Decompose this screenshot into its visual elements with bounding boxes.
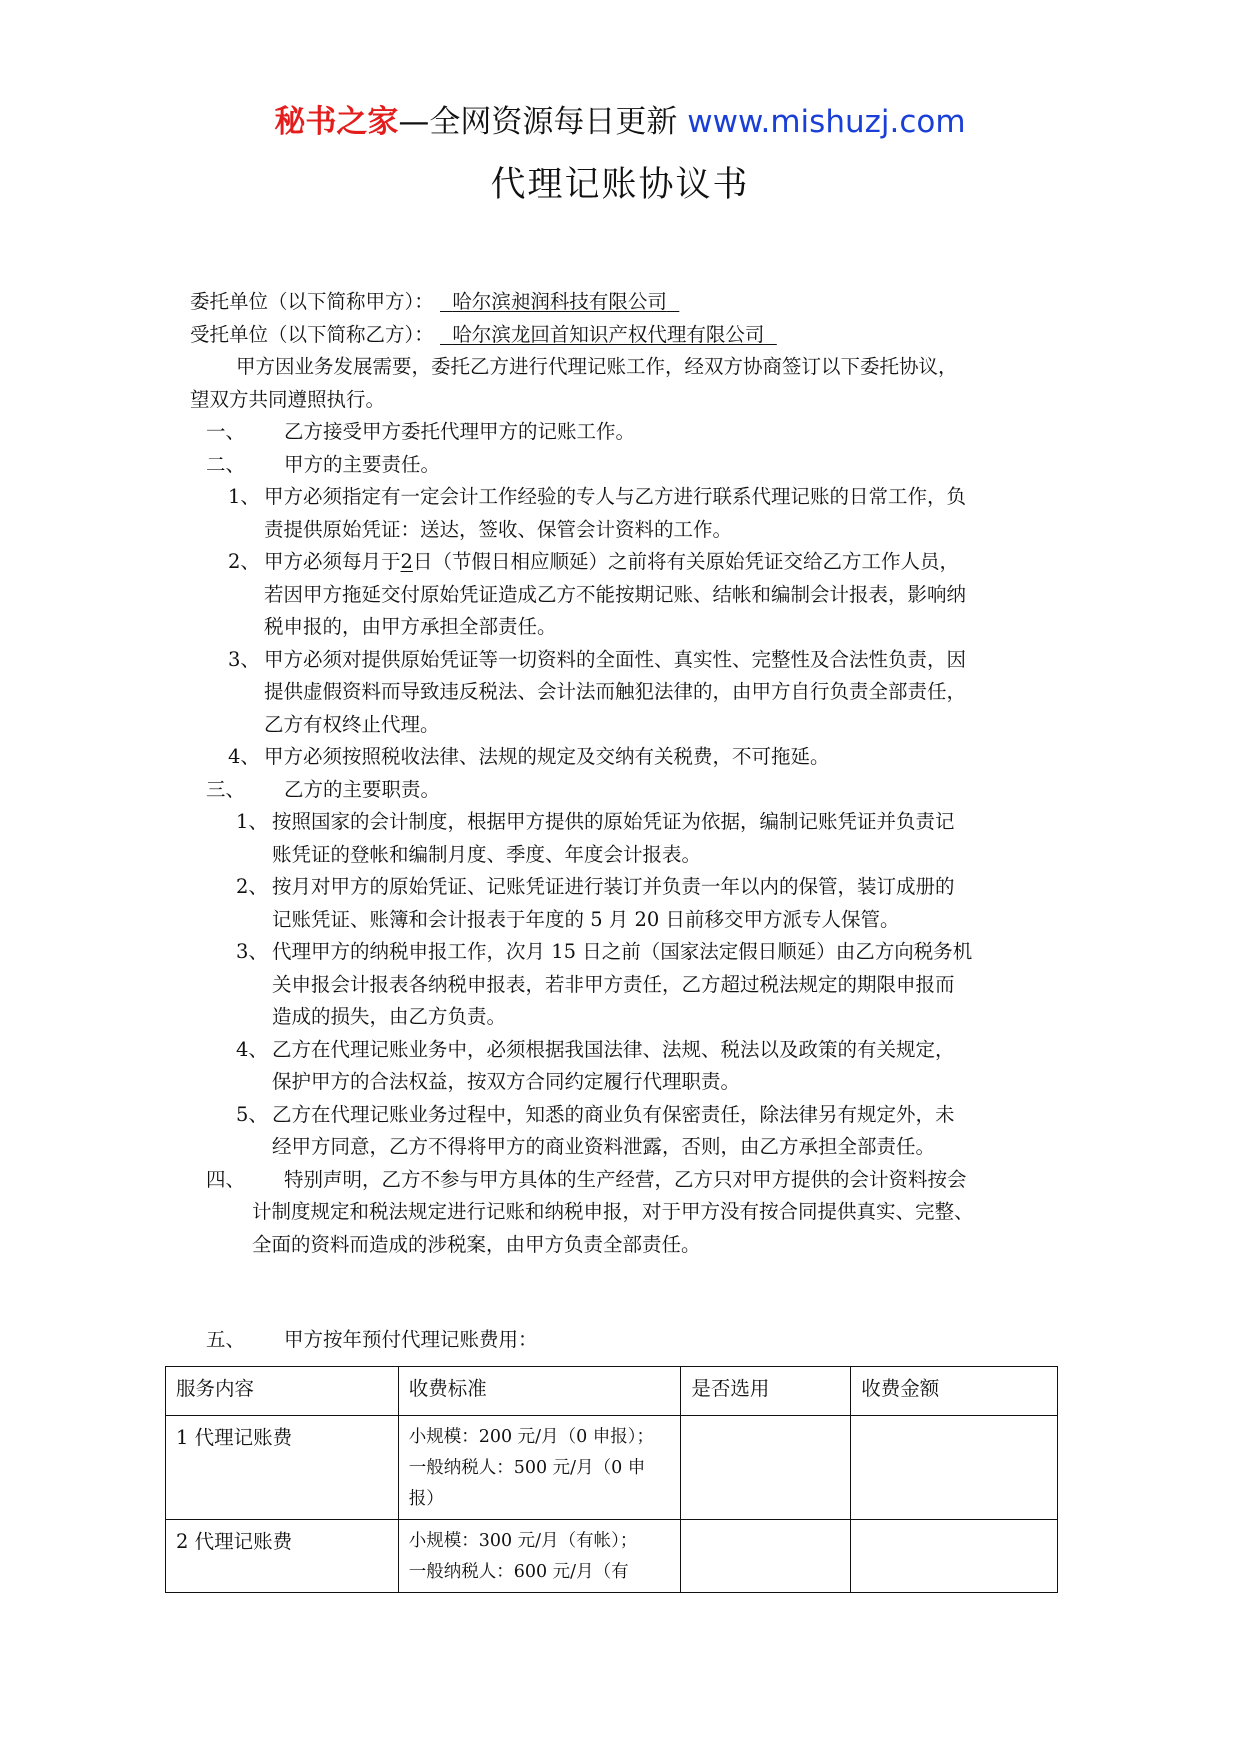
fee-table [165, 1366, 1058, 1593]
party-b-name: 哈尔滨龙回首知识产权代理有限公司 [452, 322, 765, 346]
list-item: 5、 乙方在代理记账业务过程中，知悉的商业负有保密责任，除法律另有规定外，未 [236, 1102, 955, 1126]
section-text: 甲方按年预付代理记账费用： [284, 1328, 538, 1351]
column-header: 是否选用 [681, 1367, 851, 1416]
list-item-continuation: 税申报的，由甲方承担全部责任。 [264, 615, 557, 638]
section-3 [190, 774, 1070, 807]
list-item-continuation: 经甲方同意，乙方不得将甲方的商业资料泄露，否则，由乙方承担全部责任。 [272, 1135, 936, 1158]
service-cell: 2 代理记账费 [166, 1520, 399, 1593]
table-row [166, 1416, 1058, 1520]
section-5 [190, 1324, 1070, 1357]
service-cell: 1 代理记账费 [166, 1416, 399, 1520]
list-item: 2、 按月对甲方的原始凭证、记账凭证进行装订并负责一年以内的保管，装订成册的 [236, 875, 955, 898]
table-row [166, 1520, 1058, 1593]
section-text: 乙方的主要职责。 [284, 777, 441, 801]
list-item-continuation: 若因甲方拖延交付原始凭证造成乙方不能按期记账、结帐和编制会计报表，影响纳 [264, 582, 967, 606]
list-item-continuation: 提供虚假资料而导致违反税法、会计法而触犯法律的，由甲方自行负责全部责任， [264, 680, 967, 703]
party-b-line [190, 319, 1070, 352]
list-item-continuation: 造成的损失，由乙方负责。 [272, 1005, 507, 1028]
section-2 [190, 449, 1070, 482]
list-item-continuation: 记账凭证、账簿和会计报表于年度的 5 月 20 日前移交甲方派专人保管。 [272, 907, 900, 931]
party-a-label: 委托单位（以下简称甲方）： [190, 290, 434, 313]
list-item: 1、 甲方必须指定有一定会计工作经验的专人与乙方进行联系代理记账的日常工作，负 [228, 485, 967, 508]
section-text: 乙方接受甲方委托代理甲方的记账工作。 [284, 420, 636, 443]
party-b-label: 受托单位（以下简称乙方）： [190, 322, 434, 346]
intro-line-1: 甲方因业务发展需要，委托乙方进行代理记账工作，经双方协商签订以下委托协议， [236, 355, 958, 378]
list-item: 1、 按照国家的会计制度，根据甲方提供的原始凭证为依据，编制记账凭证并负责记 [236, 810, 955, 833]
section-number: 二、 [206, 452, 246, 476]
section-4 [190, 1164, 1070, 1197]
section-1 [190, 416, 1070, 449]
banner-url[interactable]: www.mishuzj.com [687, 104, 966, 140]
list-item-continuation: 关申报会计报表各纳税申报表，若非甲方责任，乙方超过税法规定的期限申报而 [272, 972, 955, 996]
banner-slogan: —全网资源每日更新 [398, 104, 678, 140]
list-item-continuation: 账凭证的登帐和编制月度、季度、年度会计报表。 [272, 842, 702, 866]
list-item-continuation: 保护甲方的合法权益，按双方合同约定履行代理职责。 [272, 1070, 741, 1093]
section-number: 四、 [206, 1167, 246, 1191]
section-4-continuation: 全面的资料而造成的涉税案，由甲方负责全部责任。 [252, 1232, 701, 1256]
column-header: 服务内容 [166, 1367, 399, 1416]
party-a-name: 哈尔滨昶润科技有限公司 [452, 290, 667, 313]
list-item-continuation: 乙方有权终止代理。 [264, 712, 440, 736]
section-text: 特别声明，乙方不参与甲方具体的生产经营，乙方只对甲方提供的会计资料按会 [284, 1167, 967, 1191]
table-header-row [166, 1367, 1058, 1416]
list-item: 3、 甲方必须对提供原始凭证等一切资料的全面性、真实性、完整性及合法性负责，因 [228, 647, 967, 671]
column-header: 收费金额 [851, 1367, 1058, 1416]
spacer [190, 1261, 1070, 1324]
section-number: 五、 [206, 1328, 246, 1351]
list-item: 4、 甲方必须按照税收法律、法规的规定及交纳有关税费，不可拖延。 [228, 745, 830, 768]
party-a-line [190, 286, 1070, 319]
intro-line-2: 望双方共同遵照执行。 [190, 387, 386, 411]
fee-standard-cell: 小规模：200 元/月（0 申报）； 一般纳税人：500 元/月（0 申 报） [398, 1416, 681, 1520]
selected-cell [681, 1520, 851, 1593]
agreement-body [190, 286, 1070, 1357]
amount-cell [851, 1520, 1058, 1593]
document-title: 代理记账协议书 [490, 165, 750, 205]
amount-cell [851, 1416, 1058, 1520]
fee-standard-cell: 小规模：300 元/月（有帐）； 一般纳税人：600 元/月（有 [398, 1520, 681, 1593]
list-item: 3、 代理甲方的纳税申报工作，次月 15 日之前（国家法定假日顺延）由乙方向税务机 [236, 940, 973, 963]
banner-brand: 秘书之家 [274, 104, 399, 140]
site-banner [0, 100, 1240, 144]
column-header: 收费标准 [398, 1367, 681, 1416]
list-item: 4、 乙方在代理记账业务中，必须根据我国法律、法规、税法以及政策的有关规定， [236, 1037, 955, 1061]
list-item: 2、 甲方必须每月于2日（节假日相应顺延）之前将有关原始凭证交给乙方工作人员， [228, 550, 959, 573]
selected-cell [681, 1416, 851, 1520]
section-text: 甲方的主要责任。 [284, 452, 441, 476]
section-4-continuation: 计制度规定和税法规定进行记账和纳税申报，对于甲方没有按合同提供真实、完整、 [252, 1200, 974, 1223]
day-of-month: 2 [400, 550, 413, 573]
section-number: 三、 [206, 777, 246, 801]
list-item-continuation: 责提供原始凭证：送达，签收、保管会计资料的工作。 [264, 517, 733, 541]
section-number: 一、 [206, 420, 246, 443]
